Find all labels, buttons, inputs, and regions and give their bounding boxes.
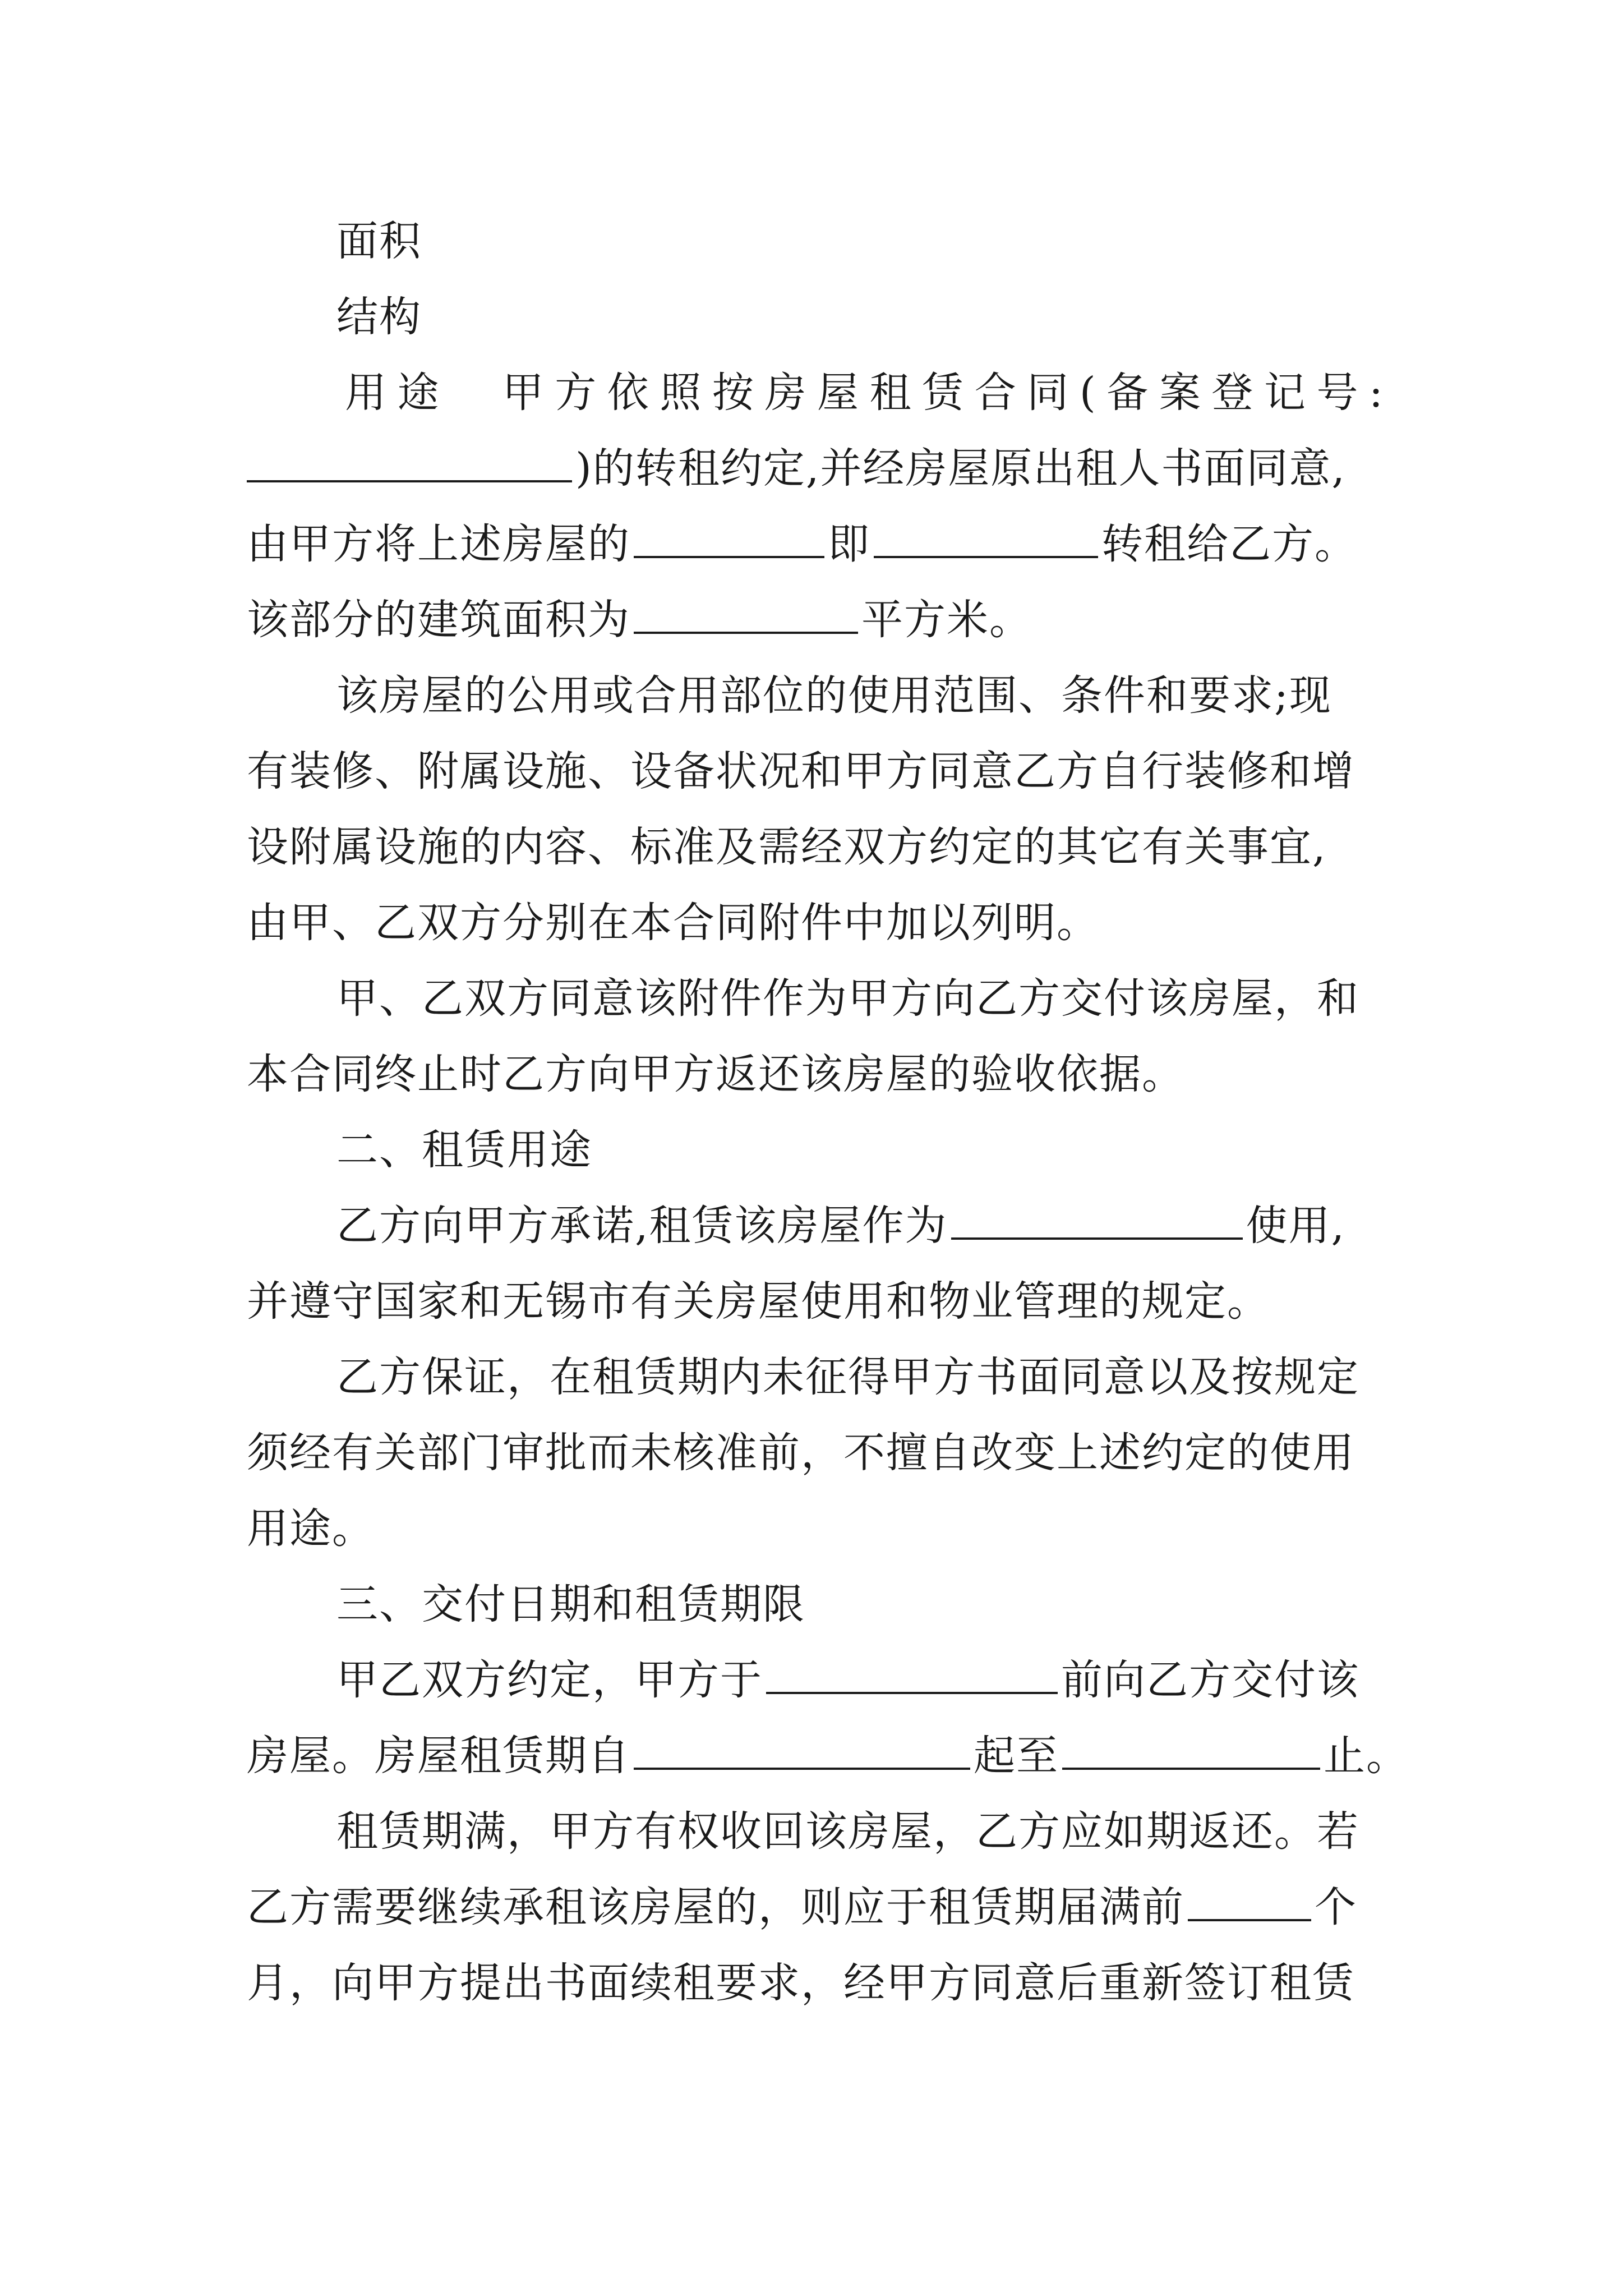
- portion-blank[interactable]: [634, 519, 824, 558]
- text: 三、交付日期和租赁期限: [336, 1580, 805, 1628]
- line-9: [247, 819, 1387, 875]
- line-purpose: [345, 365, 1387, 421]
- text: 该房屋的公用或合用部位的使用范围、条件和要求;现: [336, 671, 1332, 720]
- text: 乙方需要继续承租该房屋的，则应于租赁期届满前: [247, 1883, 1184, 1931]
- line-area: [336, 213, 1387, 269]
- renewal-months-blank[interactable]: [1188, 1882, 1311, 1921]
- text: 并遵守国家和无锡市有关房屋使用和物业管理的规定。: [247, 1277, 1270, 1326]
- text: 个: [1315, 1883, 1357, 1931]
- line-14: [336, 1198, 1387, 1254]
- text: 由甲、乙双方分别在本合同附件中加以列明。: [247, 899, 1099, 947]
- line-23: [247, 1879, 1387, 1935]
- text: 房屋。房屋租赁期自: [247, 1732, 630, 1780]
- text: 使用,: [1246, 1202, 1346, 1250]
- text: 用途。: [247, 1504, 375, 1553]
- text: 租赁期满，甲方有权收回该房屋，乙方应如期返还。若: [336, 1807, 1359, 1856]
- text: 止。: [1324, 1732, 1409, 1780]
- lease-end-blank[interactable]: [1062, 1731, 1320, 1770]
- line-15: [247, 1273, 1387, 1329]
- text: 有装修、附属设施、设备状况和甲方同意乙方自行装修和增: [247, 747, 1355, 795]
- line-6: [247, 592, 1387, 648]
- text: 本合同终止时乙方向甲方返还该房屋的验收依据。: [247, 1050, 1184, 1098]
- location-blank[interactable]: [874, 519, 1098, 558]
- text: 乙方保证，在租赁期内未征得甲方书面同意以及按规定: [336, 1353, 1359, 1401]
- text: 设附属设施的内容、标准及需经双方约定的其它有关事宜,: [247, 823, 1327, 871]
- text: 甲、乙双方同意该附件作为甲方向乙方交付该房屋，和: [336, 974, 1359, 1023]
- usage-blank[interactable]: [951, 1200, 1243, 1240]
- text: 转租给乙方。: [1101, 520, 1357, 568]
- line-10: [247, 895, 1387, 951]
- line-12: [247, 1046, 1387, 1102]
- line-17: [247, 1425, 1387, 1481]
- text: 即: [828, 520, 870, 568]
- line-21: [247, 1728, 1409, 1784]
- area-blank[interactable]: [634, 595, 858, 634]
- delivery-date-blank[interactable]: [766, 1655, 1058, 1694]
- text: 平方米。: [861, 596, 1032, 644]
- line-8: [247, 743, 1387, 799]
- text: 面积: [336, 217, 422, 265]
- text: 结构: [336, 293, 422, 341]
- text: 前向乙方交付该: [1061, 1656, 1359, 1704]
- section-heading-2: [336, 1122, 1387, 1178]
- text: 乙方向甲方承诺,租赁该房屋作为: [336, 1202, 948, 1250]
- line-18: [247, 1501, 1387, 1557]
- text: )的转租约定,并经房屋原出租人书面同意,: [575, 444, 1346, 493]
- line-4: [247, 440, 1387, 496]
- text: 二、租赁用途: [336, 1126, 592, 1174]
- text: 由甲方将上述房屋的: [247, 520, 630, 568]
- text: 该部分的建筑面积为: [247, 596, 630, 644]
- line-11: [336, 970, 1387, 1027]
- lease-start-blank[interactable]: [634, 1731, 970, 1770]
- line-20: [336, 1652, 1387, 1708]
- line-16: [336, 1349, 1387, 1405]
- text: 用途 甲方依照按房屋租赁合同(备案登记号:: [345, 369, 1387, 417]
- filing-number-blank[interactable]: [247, 443, 572, 482]
- text: 起至: [974, 1732, 1059, 1780]
- section-heading-3: [336, 1576, 1387, 1632]
- text: 须经有关部门审批而未核准前，不擅自改变上述约定的使用: [247, 1429, 1355, 1477]
- line-5: [247, 516, 1387, 572]
- line-24: [247, 1955, 1387, 2011]
- line-7: [336, 668, 1387, 724]
- text: 甲乙双方约定，甲方于: [336, 1656, 763, 1704]
- line-22: [336, 1803, 1387, 1860]
- text: 月，向甲方提出书面续租要求，经甲方同意后重新签订租赁: [247, 1959, 1355, 2007]
- line-structure: [336, 289, 1387, 345]
